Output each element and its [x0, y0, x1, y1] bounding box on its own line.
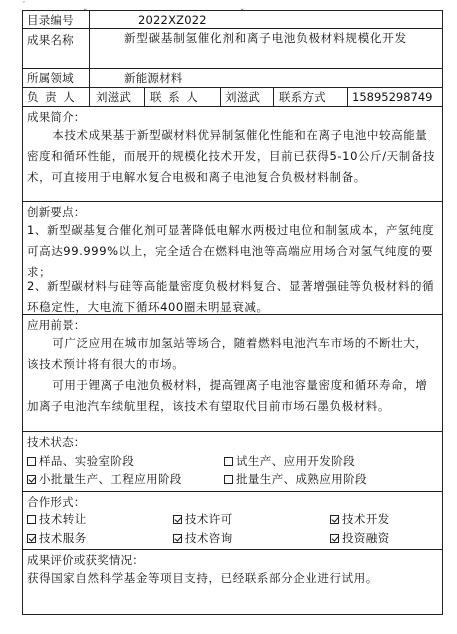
- responsible-value: 刘滋武: [96, 90, 132, 104]
- checkbox-icon[interactable]: [27, 515, 36, 524]
- contact-value: 刘滋武: [225, 90, 261, 104]
- checkbox-icon[interactable]: [224, 475, 233, 484]
- phone-value-cell: [348, 88, 442, 106]
- field-value: 新能源材料: [124, 71, 183, 85]
- awards-text: 获得国家自然科学基金等项目支持，已经联系部分企业进行试用。: [27, 571, 378, 585]
- prospects-label: 应用前景：: [27, 318, 86, 332]
- innovation-row: [23, 202, 442, 315]
- checkbox-icon[interactable]: [224, 457, 233, 466]
- method-label-cell: [274, 88, 348, 106]
- status-option[interactable]: 小批量生产、工程应用阶段: [27, 471, 182, 487]
- checkbox-icon[interactable]: [27, 534, 36, 543]
- name-row: [23, 29, 442, 69]
- cooperation-option[interactable]: 投资融资: [330, 530, 390, 546]
- catalog-label-cell: 目录编号 ˇ: [23, 11, 90, 28]
- prospects-paragraph-1: 可广泛应用在城市加氢站等场合，随着燃料电池汽车市场的不断壮大，该技术预计将有很大的市场。: [27, 336, 428, 371]
- status-option[interactable]: 批量生产、成熟应用阶段: [224, 471, 367, 487]
- status-row: [23, 432, 442, 492]
- responsible-value-cell: [90, 88, 145, 106]
- field-row: [23, 69, 442, 88]
- checkbox-icon[interactable]: [27, 457, 36, 466]
- awards-row: [23, 550, 442, 614]
- innovation-point-1: 1、新型碳基复合催化剂可显著降低电解水两极过电位和制氢成本，产氢纯度可高达99.999%以上，完全适合在燃料电池等高端应用场合对氢气纯度的要求；: [27, 223, 435, 279]
- status-option[interactable]: 试生产、应用开发阶段: [224, 453, 355, 469]
- cooperation-option[interactable]: 技术转让: [27, 511, 87, 527]
- status-option[interactable]: 样品、实验室阶段: [27, 453, 134, 469]
- field-label: 所属领域: [27, 71, 74, 85]
- innovation-label: 创新要点：: [27, 205, 86, 219]
- corner-mark: ˇ: [22, 1, 26, 9]
- prospects-row: [23, 315, 442, 432]
- summary-label: 成果简介：: [27, 110, 86, 124]
- prospects-paragraph-2: 可用于锂离子电池负极材料，提高锂离子电池容量密度和循环寿命，增加离子电池汽车续航里程，该技术有望取代目前市场石墨负极材料。: [27, 378, 428, 413]
- name-label-cell: [23, 29, 90, 68]
- catalog-value-cell: 2022XZ022 ˇ: [138, 9, 245, 27]
- responsible-label-cell: [23, 88, 90, 106]
- checkbox-icon[interactable]: [173, 515, 182, 524]
- checkbox-icon[interactable]: [173, 534, 182, 543]
- cooperation-label: 合作形式：: [27, 495, 86, 509]
- catalog-label: 目录编号: [27, 13, 74, 27]
- contact-label-cell: [145, 88, 221, 106]
- catalog-row: [23, 11, 442, 29]
- checkbox-icon[interactable]: [27, 475, 36, 484]
- checkbox-icon[interactable]: [330, 515, 339, 524]
- status-label: 技术状态：: [27, 435, 86, 449]
- summary-text: 本技术成果基于新型碳材料优异制氢催化性能和在离子电池中较高能量密度和循环性能，而展开的规模化技术开发，目前已获得5-10公斤/天制备技术，可直接用于电解水复合电极和离子电池复合负极材料制备。: [27, 128, 436, 184]
- awards-label: 成果评价或获奖情况：: [27, 553, 144, 567]
- achievement-form-table: [22, 10, 443, 615]
- contact-row: [23, 88, 442, 107]
- summary-row: [23, 107, 442, 202]
- checkbox-icon[interactable]: [330, 534, 339, 543]
- phone-value: 15895298749: [352, 90, 433, 104]
- cooperation-option[interactable]: 技术咨询: [173, 530, 233, 546]
- cooperation-option[interactable]: 技术开发: [330, 511, 390, 527]
- name-value-cell: [90, 29, 442, 68]
- name-label: 成果名称: [27, 33, 74, 47]
- responsible-label: 负 责 人: [27, 90, 77, 104]
- cooperation-option[interactable]: 技术许可: [173, 511, 233, 527]
- method-label: 联系方式: [279, 90, 326, 104]
- contact-label: 联 系 人: [150, 90, 200, 104]
- catalog-value: 2022XZ022: [138, 13, 207, 27]
- cooperation-row: [23, 492, 442, 550]
- cooperation-option[interactable]: 技术服务: [27, 530, 87, 546]
- field-value-cell: [90, 69, 442, 87]
- contact-value-cell: [221, 88, 274, 106]
- innovation-point-2: 2、新型碳材料与硅等高能量密度负极材料复合、显著增强硅等负极材料的循环稳定性，大电流下循环400圈未明显衰减。: [27, 279, 435, 314]
- name-value: 新型碳基制氢催化剂和离子电池负极材料规模化开发: [124, 31, 407, 45]
- field-label-cell: [23, 69, 90, 87]
